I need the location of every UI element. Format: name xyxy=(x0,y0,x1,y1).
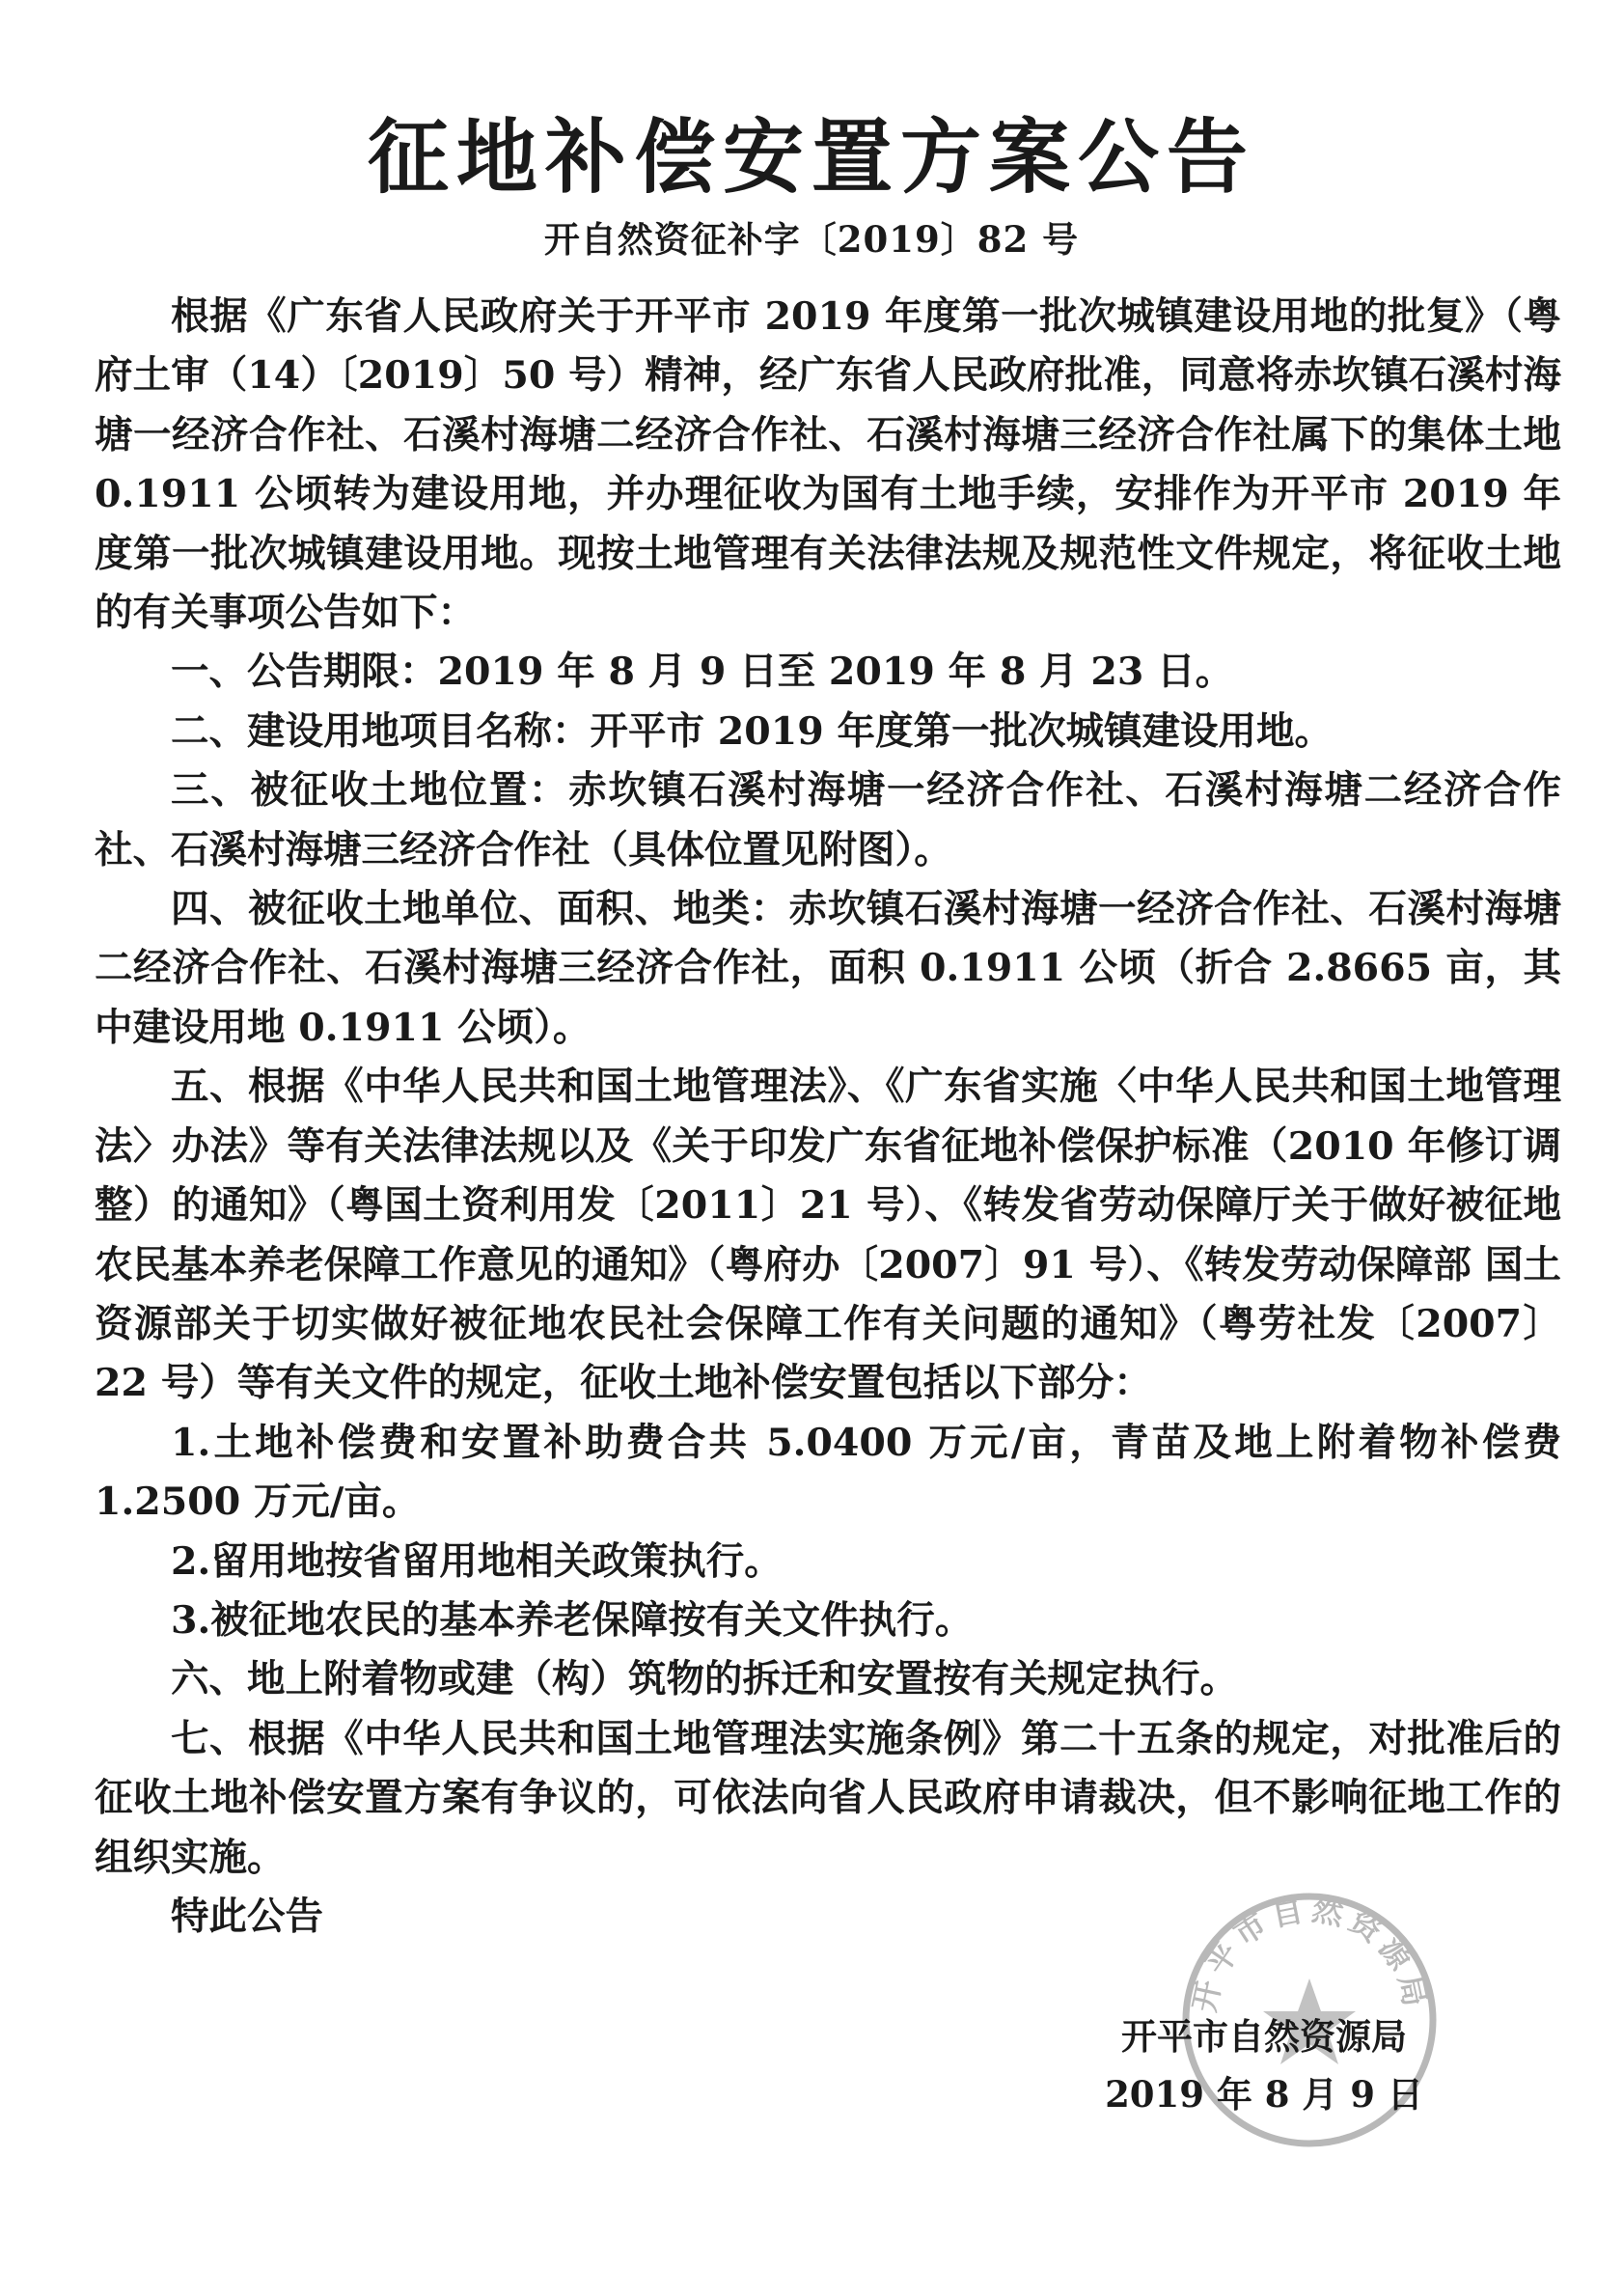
paragraph-item-3: 三、被征收土地位置：赤坎镇石溪村海塘一经济合作社、石溪村海塘二经济合作社、石溪村海塘三经济合作社（具体位置见附图）。 xyxy=(95,768,1561,872)
paragraph-sub-1: 1.土地补偿费和安置补助费合共 5.0400 万元/亩，青苗及地上附着物补偿费 1.2500 万元/亩。 xyxy=(95,1420,1561,1525)
notice-title: 征地补偿安置方案公告 xyxy=(367,110,1255,205)
paragraph-item-4: 四、被征收土地单位、面积、地类：赤坎镇石溪村海塘一经济合作社、石溪村海塘二经济合作社、石溪村海塘三经济合作社，面积 0.1911 公顷（折合 2.8665 亩，其中建设用地 0.1911 公顷）。 xyxy=(95,887,1561,1050)
document-number: 开自然资征补字〔2019〕82 号 xyxy=(543,218,1080,261)
signature-block xyxy=(1061,2007,1467,2123)
paragraph-item-5: 五、根据《中华人民共和国土地管理法》、《广东省实施〈中华人民共和国土地管理法〉办法》等有关法律法规以及《关于印发广东省征地补偿保护标准（2010 年修订调整）的通知》（粤国土资利用发〔2011〕21 号）、《转发省劳动保障厅关于做好被征地农民基本养老保障工作意见的通知》（粤府办〔2007〕91 号）、《转发劳动保障部 国土资源部关于切实做好被征地农民社会保障工作有关问题的通知》（粤劳社发〔2007〕22 号）等有关文件的规定，征收土地补偿安置包括以下部分： xyxy=(95,1065,1561,1406)
paragraph-item-2: 二、建设用地项目名称：开平市 2019 年度第一批次城镇建设用地。 xyxy=(171,708,1333,754)
paragraph-intro: 根据《广东省人民政府关于开平市 2019 年度第一批次城镇建设用地的批复》（粤府土审（14）〔2019〕50 号）精神，经广东省人民政府批准，同意将赤坎镇石溪村海塘一经济合作社、石溪村海塘二经济合作社、石溪村海塘三经济合作社属下的集体土地 0.1911 公顷转为建设用地，并办理征收为国有土地手续，安排作为开平市 2019 年度第一批次城镇建设用地。现按土地管理有关法律法规及规范性文件规定，将征收土地的有关事项公告如下： xyxy=(95,294,1561,636)
paragraph-sub-2: 2.留用地按省留用地相关政策执行。 xyxy=(171,1538,783,1584)
paragraph-item-7: 七、根据《中华人民共和国土地管理法实施条例》第二十五条的规定，对批准后的征收土地补偿安置方案有争议的，可依法向省人民政府申请裁决，但不影响征地工作的组织实施。 xyxy=(95,1716,1561,1880)
notice-body xyxy=(95,288,1561,1947)
closing-remark: 特此公告 xyxy=(171,1894,323,1939)
paragraph-sub-3: 3.被征地农民的基本养老保障按有关文件执行。 xyxy=(171,1597,974,1643)
paragraph-item-1: 一、公告期限：2019 年 8 月 9 日至 2019 年 8 月 23 日。 xyxy=(171,650,1234,695)
issue-date: 2019 年 8 月 9 日 xyxy=(1105,2073,1423,2116)
paragraph-item-6: 六、地上附着物或建（构）筑物的拆迁和安置按有关规定执行。 xyxy=(171,1657,1238,1702)
issuer-name: 开平市自然资源局 xyxy=(1121,2015,1407,2058)
seal-text: 开平市自然资源局 xyxy=(1185,1891,1436,2015)
